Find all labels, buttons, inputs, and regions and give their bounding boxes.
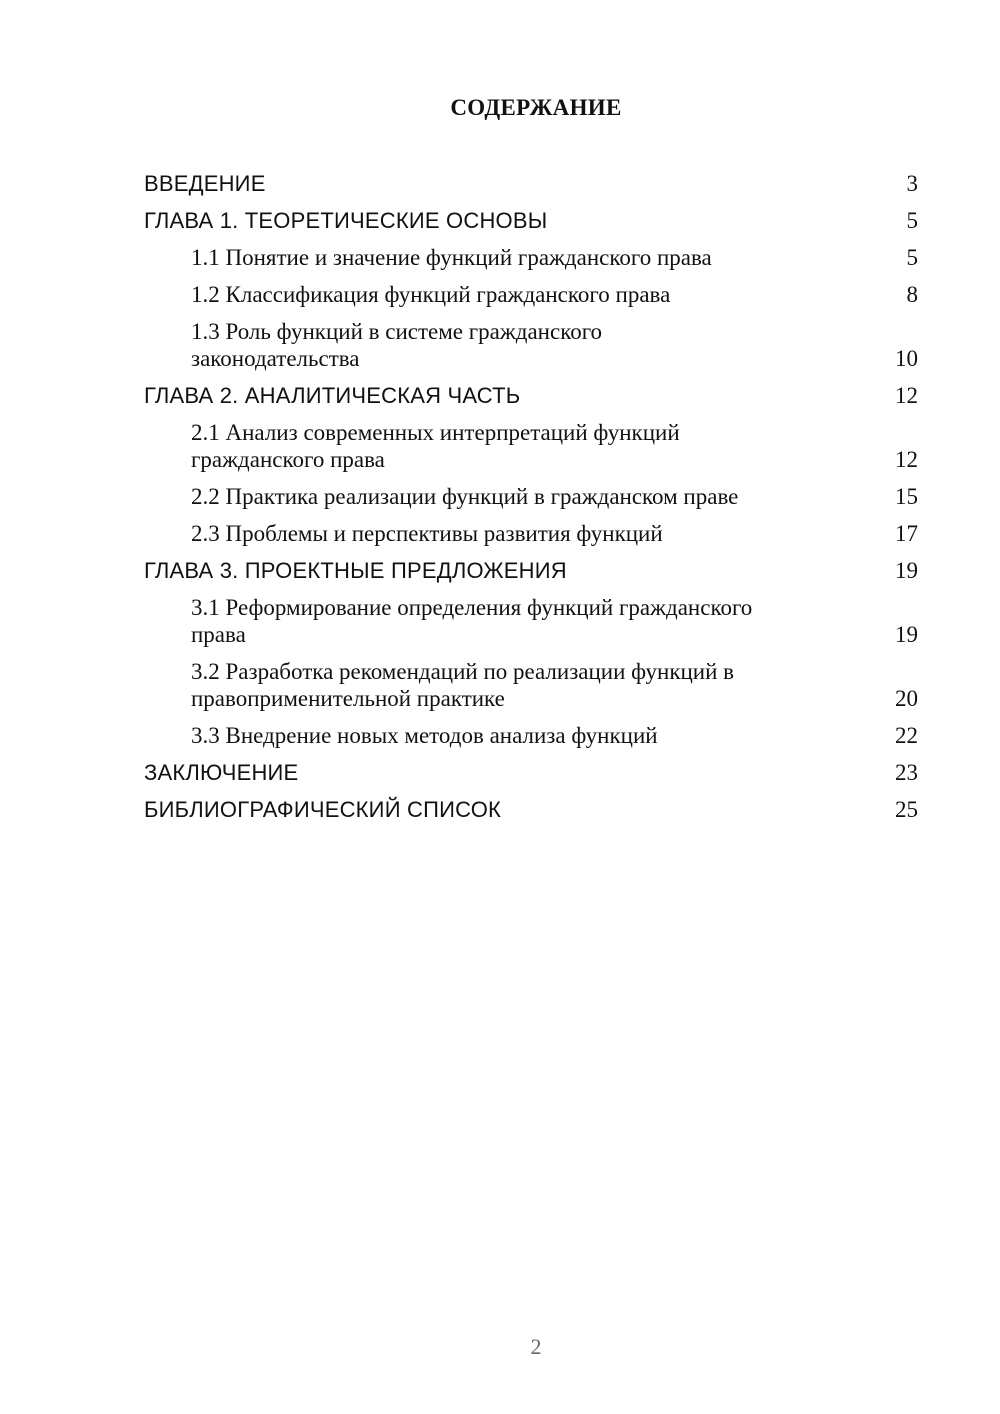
toc-entry-text: 1.3 Роль функций в системе гражданского законодательства <box>191 319 603 371</box>
toc-entry-chapter-3[interactable] <box>144 557 918 584</box>
toc-entry-section-1-2[interactable] <box>144 281 918 308</box>
page-number: 2 <box>530 1334 542 1359</box>
table-of-contents <box>144 170 918 833</box>
toc-entry-section-1-1[interactable] <box>144 244 918 271</box>
toc-entry-text: 3.3 Внедрение новых методов анализа функций <box>191 723 658 748</box>
toc-entry-text: 3.2 Разработка рекомендаций по реализации функций в правоприменительной практике <box>191 659 735 711</box>
toc-entry-page: 15 <box>895 484 918 509</box>
toc-entry-text: 2.3 Проблемы и перспективы развития функций <box>191 521 663 546</box>
toc-entry-section-3-2[interactable] <box>144 658 918 712</box>
toc-entry-page: 19 <box>895 622 918 647</box>
toc-entry-conclusion[interactable] <box>144 759 918 786</box>
toc-entry-page: 8 <box>906 282 918 307</box>
toc-entry-page: 10 <box>895 346 918 371</box>
toc-entry-section-1-3[interactable] <box>144 318 918 372</box>
toc-entry-chapter-1[interactable] <box>144 207 918 234</box>
toc-entry-text: ГЛАВА 1. ТЕОРЕТИЧЕСКИЕ ОСНОВЫ <box>144 208 548 233</box>
toc-entry-bibliography[interactable] <box>144 796 918 823</box>
toc-entry-page: 25 <box>895 797 918 822</box>
toc-entry-page: 5 <box>906 208 918 233</box>
toc-entry-page: 3 <box>906 171 918 196</box>
toc-entry-text: ЗАКЛЮЧЕНИЕ <box>144 760 299 785</box>
toc-entry-section-3-1[interactable] <box>144 594 918 648</box>
toc-entry-section-2-1[interactable] <box>144 419 918 473</box>
toc-entry-text: 2.1 Анализ современных интерпретаций функций гражданского права <box>191 420 680 472</box>
toc-entry-page: 22 <box>895 723 918 748</box>
toc-entry-text: ВВЕДЕНИЕ <box>144 171 266 196</box>
toc-entry-section-2-3[interactable] <box>144 520 918 547</box>
toc-entry-chapter-2[interactable] <box>144 382 918 409</box>
toc-entry-text: ГЛАВА 2. АНАЛИТИЧЕСКАЯ ЧАСТЬ <box>144 383 521 408</box>
toc-entry-text: 3.1 Реформирование определения функций гражданского права <box>191 595 753 647</box>
toc-entry-text: 1.2 Классификация функций гражданского права <box>191 282 671 307</box>
toc-entry-introduction[interactable] <box>144 170 918 197</box>
toc-entry-text: ГЛАВА 3. ПРОЕКТНЫЕ ПРЕДЛОЖЕНИЯ <box>144 558 567 583</box>
toc-entry-page: 12 <box>895 447 918 472</box>
page-title: СОДЕРЖАНИЕ <box>450 95 622 120</box>
toc-entry-page: 12 <box>895 383 918 408</box>
toc-entry-text: 2.2 Практика реализации функций в гражданском праве <box>191 484 739 509</box>
toc-entry-section-3-3[interactable] <box>144 722 918 749</box>
toc-entry-page: 5 <box>906 245 918 270</box>
toc-entry-section-2-2[interactable] <box>144 483 918 510</box>
toc-entry-page: 19 <box>895 558 918 583</box>
toc-entry-text: 1.1 Понятие и значение функций гражданского права <box>191 245 712 270</box>
toc-entry-text: БИБЛИОГРАФИЧЕСКИЙ СПИСОК <box>144 797 502 822</box>
toc-entry-page: 20 <box>895 686 918 711</box>
toc-entry-page: 23 <box>895 760 918 785</box>
toc-entry-page: 17 <box>895 521 918 546</box>
